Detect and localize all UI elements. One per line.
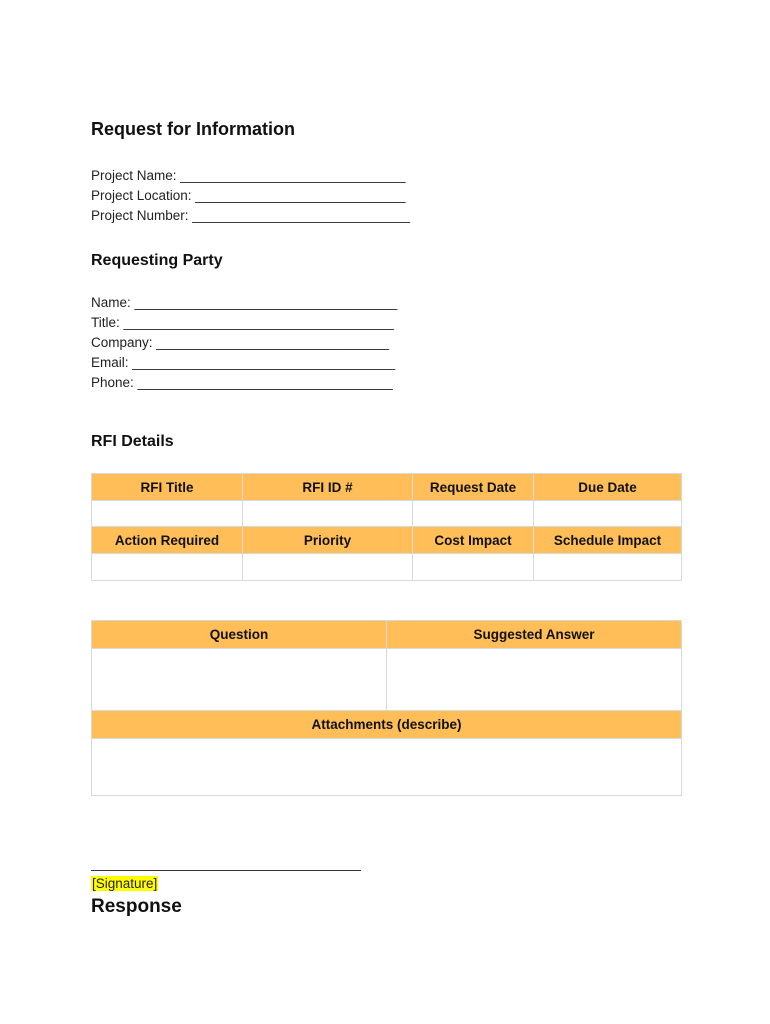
response-heading: Response [91, 896, 182, 917]
company-field[interactable]: Company: _______________________________ [91, 335, 390, 350]
priority-cell[interactable] [243, 554, 413, 581]
question-value-row [92, 649, 682, 711]
rfi-title-cell[interactable] [92, 501, 243, 527]
schedule-impact-header: Schedule Impact [534, 527, 682, 554]
document-title: Request for Information [91, 119, 296, 139]
question-table [91, 620, 682, 796]
rfi-id-header: RFI ID # [243, 474, 413, 501]
attachments-header-row [92, 711, 682, 739]
cost-impact-cell[interactable] [413, 554, 534, 581]
requesting-party-heading: Requesting Party [91, 252, 223, 269]
rfi-id-cell[interactable] [243, 501, 413, 527]
rfi-header-row-1 [92, 474, 682, 501]
due-date-header: Due Date [534, 474, 682, 501]
signature-line[interactable] [91, 858, 361, 871]
project-name-field[interactable]: Project Name: ______________________________ [91, 168, 406, 183]
phone-field[interactable]: Phone: __________________________________ [91, 375, 393, 390]
name-field[interactable]: Name: ___________________________________ [91, 295, 398, 310]
attachments-value-row [92, 739, 682, 796]
document-page [91, 0, 681, 1024]
suggested-answer-header: Suggested Answer [387, 621, 682, 649]
attachments-header: Attachments (describe) [92, 711, 682, 739]
rfi-value-row-2 [92, 554, 682, 581]
request-date-header: Request Date [413, 474, 534, 501]
rfi-title-header: RFI Title [92, 474, 243, 501]
question-header: Question [92, 621, 387, 649]
priority-header: Priority [243, 527, 413, 554]
action-required-cell[interactable] [92, 554, 243, 581]
title-field[interactable]: Title: ____________________________________ [91, 315, 394, 330]
question-cell[interactable] [92, 649, 387, 711]
rfi-header-row-2 [92, 527, 682, 554]
signature-label: [Signature] [92, 876, 158, 891]
cost-impact-header: Cost Impact [413, 527, 534, 554]
email-field[interactable]: Email: ___________________________________ [91, 355, 396, 370]
question-header-row [92, 621, 682, 649]
rfi-value-row-1 [92, 501, 682, 527]
schedule-impact-cell[interactable] [534, 554, 682, 581]
rfi-details-heading: RFI Details [91, 433, 174, 450]
due-date-cell[interactable] [534, 501, 682, 527]
request-date-cell[interactable] [413, 501, 534, 527]
project-number-field[interactable]: Project Number: _____________________________ [91, 208, 411, 223]
rfi-details-table [91, 473, 682, 581]
attachments-cell[interactable] [92, 739, 682, 796]
action-required-header: Action Required [92, 527, 243, 554]
suggested-answer-cell[interactable] [387, 649, 682, 711]
project-location-field[interactable]: Project Location: ____________________________ [91, 188, 406, 203]
